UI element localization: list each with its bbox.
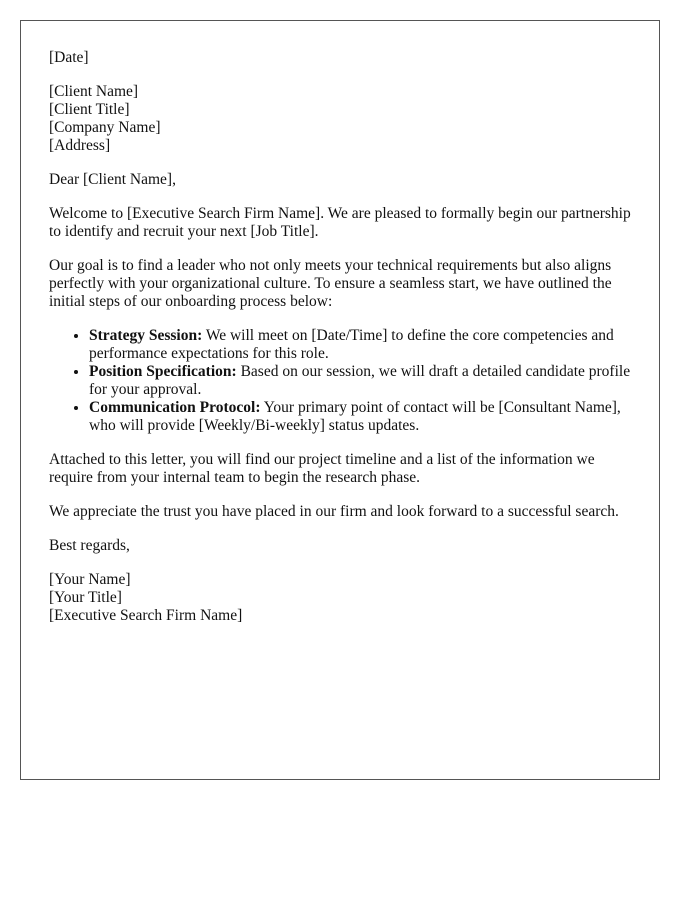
sender-block xyxy=(49,571,631,625)
list-item xyxy=(89,399,631,435)
list-item xyxy=(89,363,631,399)
step-text: Your primary point of contact will be [Consultant Name], who will provide [Weekly/Bi-weekly] status updates. xyxy=(89,399,621,434)
attachment-paragraph: Attached to this letter, you will find our project timeline and a list of the information we require from your internal team to begin the research phase. xyxy=(49,451,595,486)
recipient-address: [Address] xyxy=(49,137,111,154)
letter-body xyxy=(21,21,659,625)
intro-paragraph: Welcome to [Executive Search Firm Name]. We are pleased to formally begin our partnership to identify and recruit your next [Job Title]. xyxy=(49,205,631,240)
recipient-title: [Client Title] xyxy=(49,101,130,118)
goal-paragraph: Our goal is to find a leader who not only meets your technical requirements but also aligns perfectly with your organizational culture. To ensure a seamless start, we have outlined the initial steps of our onboarding process below: xyxy=(49,257,612,310)
letter-date: [Date] xyxy=(49,49,89,66)
recipient-block xyxy=(49,83,631,155)
step-label: Strategy Session: xyxy=(89,327,203,344)
sender-firm: [Executive Search Firm Name] xyxy=(49,607,243,624)
sender-title: [Your Title] xyxy=(49,589,122,606)
letter-page xyxy=(20,20,660,780)
salutation: Dear [Client Name], xyxy=(49,171,176,188)
list-item xyxy=(89,327,631,363)
step-label: Position Specification: xyxy=(89,363,237,380)
step-text: We will meet on [Date/Time] to define the core competencies and performance expectations for this role. xyxy=(89,327,614,362)
appreciation-paragraph: We appreciate the trust you have placed in our firm and look forward to a successful search. xyxy=(49,503,619,520)
recipient-name: [Client Name] xyxy=(49,83,139,100)
step-label: Communication Protocol: xyxy=(89,399,261,416)
signoff: Best regards, xyxy=(49,537,130,554)
sender-name: [Your Name] xyxy=(49,571,131,588)
recipient-company: [Company Name] xyxy=(49,119,161,136)
onboarding-steps-list xyxy=(49,327,631,435)
step-text: Based on our session, we will draft a detailed candidate profile for your approval. xyxy=(89,363,631,398)
